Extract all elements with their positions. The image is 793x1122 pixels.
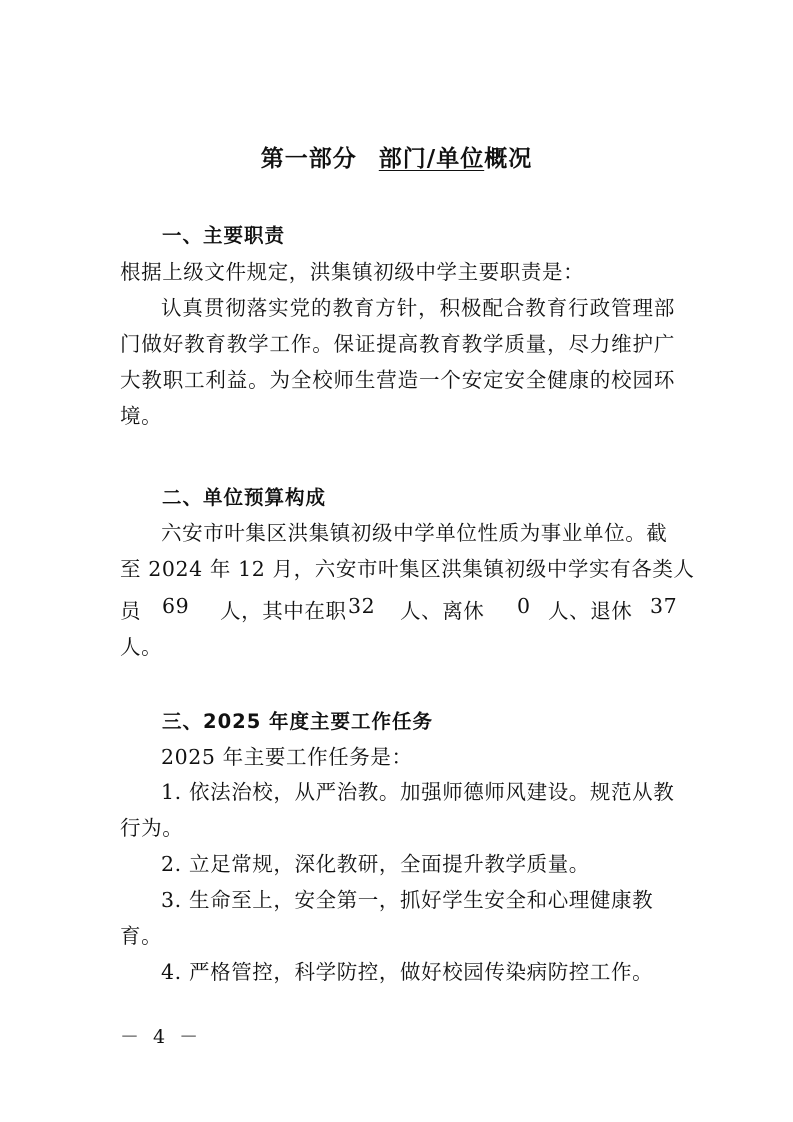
section2-heading: 二、单位预算构成 [162,486,327,509]
section3-heading: 三、2025 年度主要工作任务 [162,710,434,733]
staff-mid2: 人、离休 [400,599,485,623]
title-rest: 概况 [484,146,533,172]
task-item [120,846,675,882]
staff-active: 32 [348,594,376,618]
page-title [0,140,793,173]
staff-prefix: 员 [120,599,142,623]
task-item [120,774,675,846]
task-number: 1. [161,780,182,804]
section2-line2: 至 2024 年 12 月，六安市叶集区洪集镇初级中学实有各类人 [120,557,695,581]
task-item [120,882,675,954]
section2-line4: 人。 [120,635,163,659]
staff-mid1: 人，其中在职 [220,599,347,623]
title-underlined: 部门/单位 [378,146,485,172]
staff-retired-off: 0 [517,594,531,618]
task-number: 2. [161,852,182,876]
task-number: 3. [161,888,182,912]
staff-mid3: 人、退休 [548,599,633,623]
task-text: 生命至上，安全第一，抓好学生安全和心理健康教育。 [120,888,654,948]
page-number: － 4 － [120,1026,203,1048]
section1-intro: 根据上级文件规定，洪集镇初级中学主要职责是： [120,260,585,284]
task-text: 立足常规，深化教研，全面提升教学质量。 [189,852,590,876]
section2-line1: 六安市叶集区洪集镇初级中学单位性质为事业单位。截 [161,521,668,545]
task-text: 依法治校，从严治教。加强师德师风建设。规范从教行为。 [120,780,675,840]
task-text: 严格管控，科学防控，做好校园传染病防控工作。 [189,960,654,984]
task-number: 4. [161,960,182,984]
staff-retired: 37 [650,594,678,618]
section1-body: 认真贯彻落实党的教育方针，积极配合教育行政管理部门做好教育教学工作。保证提高教育教学质量，尽力维护广大教职工利益。为全校师生营造一个安定安全健康的校园环境。 [120,296,675,428]
staff-total: 69 [162,594,190,618]
task-item [120,954,675,990]
section3-intro: 2025 年主要工作任务是： [161,745,413,769]
title-part: 第一部分 [260,146,357,172]
section1-heading: 一、主要职责 [162,224,286,247]
